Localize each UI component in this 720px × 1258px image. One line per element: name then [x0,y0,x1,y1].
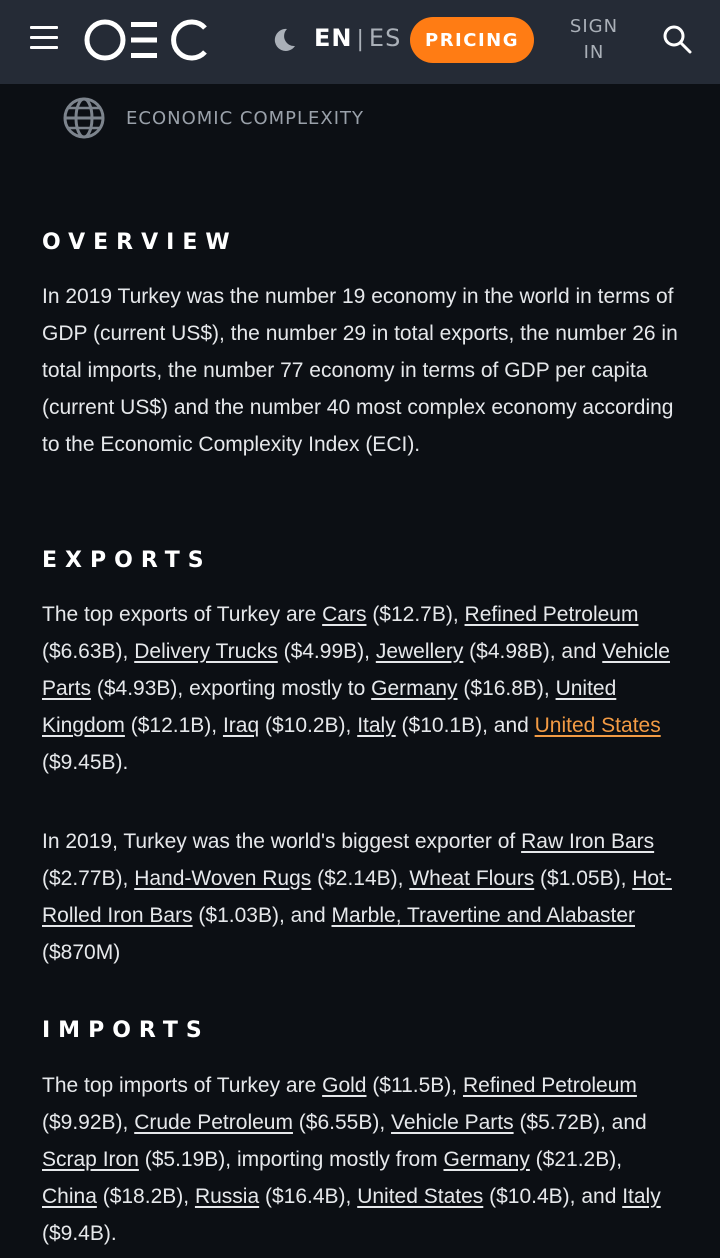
export-link-vehicle-parts[interactable]: Vehicle Parts [42,640,670,700]
exports-leader-intro: In 2019, Turkey was the world's biggest exporter of [42,830,522,853]
origin-link-china[interactable]: China [42,1185,97,1208]
origin-link-russia[interactable]: Russia [194,1185,260,1208]
origin-link-italy[interactable]: Italy [622,1185,661,1208]
destination-link-germany[interactable]: Germany [371,677,458,700]
leader-value: ($2.14B), [311,867,410,890]
leader-value: ($1.05B), [534,867,633,890]
destination-link-iraq[interactable]: Iraq [222,714,260,737]
imports-intro: The top imports of Turkey are [42,1074,323,1097]
lang-en-link[interactable]: EN [314,24,353,52]
lang-es-link[interactable]: ES [368,24,402,52]
import-link-gold[interactable]: Gold [322,1074,367,1097]
pricing-button[interactable]: PRICING [410,17,534,63]
export-value: ($4.93B), exporting mostly to [91,677,372,700]
sign-in-link[interactable] [560,14,628,66]
export-value: ($4.98B), and [463,640,603,663]
export-value: ($4.99B), [277,640,376,663]
export-value: ($6.63B), [42,640,135,663]
destination-value: ($10.2B), [259,714,358,737]
leader-link-raw-iron-bars[interactable]: Raw Iron Bars [521,830,655,853]
destination-link-united-kingdom[interactable]: United Kingdom [42,677,617,737]
lang-separator: | [356,27,365,52]
leader-value: ($2.77B), [42,867,135,890]
origin-value: ($10.4B), and [483,1185,623,1208]
destination-link-united-states[interactable]: United States [534,714,661,737]
origin-link-united-states[interactable]: United States [357,1185,484,1208]
exports-heading: EXPORTS [42,548,212,573]
import-value: ($5.72B), and [513,1111,647,1134]
exports-paragraph-2 [42,823,682,971]
export-link-jewellery[interactable]: Jewellery [375,640,464,663]
destination-value: ($16.8B), [457,677,556,700]
exports-intro: The top exports of Turkey are [42,603,323,626]
leader-link-hot-rolled-iron-bars[interactable]: Hot-Rolled Iron Bars [42,867,672,927]
menu-icon[interactable] [30,26,58,52]
import-value: ($9.92B), [42,1111,135,1134]
export-link-refined-petroleum[interactable]: Refined Petroleum [464,603,639,626]
overview-heading: OVERVIEW [42,230,238,255]
destination-value: ($9.45B). [42,751,129,774]
imports-paragraph-1 [42,1067,682,1252]
exports-paragraph-1 [42,596,682,781]
language-switcher [314,24,401,52]
search-icon[interactable] [662,24,692,54]
origin-value: ($18.2B), [96,1185,195,1208]
destination-value: ($10.1B), and [395,714,535,737]
import-value: ($11.5B), [366,1074,463,1097]
overview-paragraph: In 2019 Turkey was the number 19 economy in the world in terms of GDP (current US$), the number 29 in total exports, the number 26 in total imports, the number 77 economy in terms of GDP per capita (current US$) and the number 40 most complex economy according to the Economic Complexity Index (ECI). [42,285,678,456]
import-link-vehicle-parts[interactable]: Vehicle Parts [391,1111,514,1134]
sign-in-line1: SIGN [569,16,619,37]
import-value: ($5.19B), importing mostly from [138,1148,444,1171]
leader-value: ($1.03B), and [192,904,332,927]
dark-mode-moon-icon[interactable] [269,26,297,54]
economic-complexity-label: ECONOMIC COMPLEXITY [126,108,365,129]
leader-value: ($870M) [42,941,121,964]
top-navigation-bar [0,0,720,84]
origin-value: ($9.4B). [42,1222,117,1245]
import-link-scrap-iron[interactable]: Scrap Iron [42,1148,139,1171]
export-link-delivery-trucks[interactable]: Delivery Trucks [134,640,278,663]
origin-value: ($16.4B), [259,1185,358,1208]
destination-link-italy[interactable]: Italy [357,714,396,737]
export-link-cars[interactable]: Cars [322,603,367,626]
imports-heading: IMPORTS [42,1018,210,1043]
sign-in-line2: IN [583,42,605,63]
leader-link-hand-woven-rugs[interactable]: Hand-Woven Rugs [134,867,312,890]
leader-link-marble-travertine-alabaster[interactable]: Marble, Travertine and Alabaster [331,904,635,927]
origin-link-germany[interactable]: Germany [443,1148,530,1171]
globe-icon [62,96,106,140]
import-link-refined-petroleum[interactable]: Refined Petroleum [462,1074,637,1097]
origin-value: ($21.2B), [529,1148,623,1171]
import-value: ($6.55B), [292,1111,392,1134]
import-link-crude-petroleum[interactable]: Crude Petroleum [134,1111,293,1134]
destination-value: ($12.1B), [124,714,223,737]
export-value: ($12.7B), [366,603,465,626]
leader-link-wheat-flours[interactable]: Wheat Flours [409,867,535,890]
oec-logo[interactable] [83,18,209,62]
